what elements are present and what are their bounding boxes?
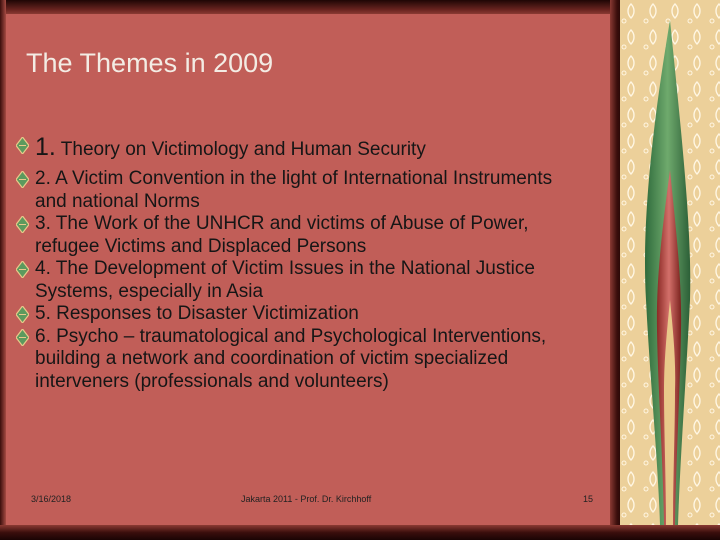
bullet-item-5 [16,303,556,326]
bullet-item-6 [16,326,556,394]
frame-top [0,0,615,14]
bullet-text: Responses to Disaster Victimization [50,303,359,324]
frame-bottom [0,525,720,540]
bullet-item-3 [16,213,556,258]
decorative-panel [620,0,720,525]
footer-page-number: 15 [583,494,594,504]
bullet-number: 4. [35,258,51,279]
bullet-text: A Victim Convention in the light of International Instruments and national Norms [35,168,553,212]
bullet-text: Theory on Victimology and Human Security [55,139,426,160]
frame-left [0,0,6,540]
bullet-number: 1. [35,133,56,161]
slide-title: The Themes in 2009 [26,48,274,78]
bullet-text: Psycho – traumatological and Psychological Interventions, building a network and coordination of victim specialized interveners (professionals and volunteers) [35,325,547,392]
bullet-number: 2. [35,168,51,189]
leaf-bullet-icon [16,137,29,154]
bullet-number: 3. [35,213,51,234]
bullet-text: The Work of the UNHCR and victims of Abuse of Power, refugee Victims and Displaced Persons [35,213,529,257]
footer-date: 3/16/2018 [31,494,72,504]
footer-caption: Jakarta 2011 - Prof. Dr. Kirchhoff [241,494,372,504]
leaf-bullet-icon [16,329,29,346]
leaf-bullet-icon [16,261,29,278]
bullet-number: 6. [35,325,51,347]
bullet-item-4 [16,258,556,303]
bullet-item-2 [16,168,556,213]
leaf-bullet-icon [16,306,29,323]
bullet-number: 5. [35,303,51,324]
bullet-text: The Development of Victim Issues in the National Justice Systems, especially in Asia [35,258,535,302]
bullet-list [16,134,556,393]
leaf-bullet-icon [16,171,29,188]
bullet-item-1 [16,134,556,163]
leaf-bullet-icon [16,216,29,233]
